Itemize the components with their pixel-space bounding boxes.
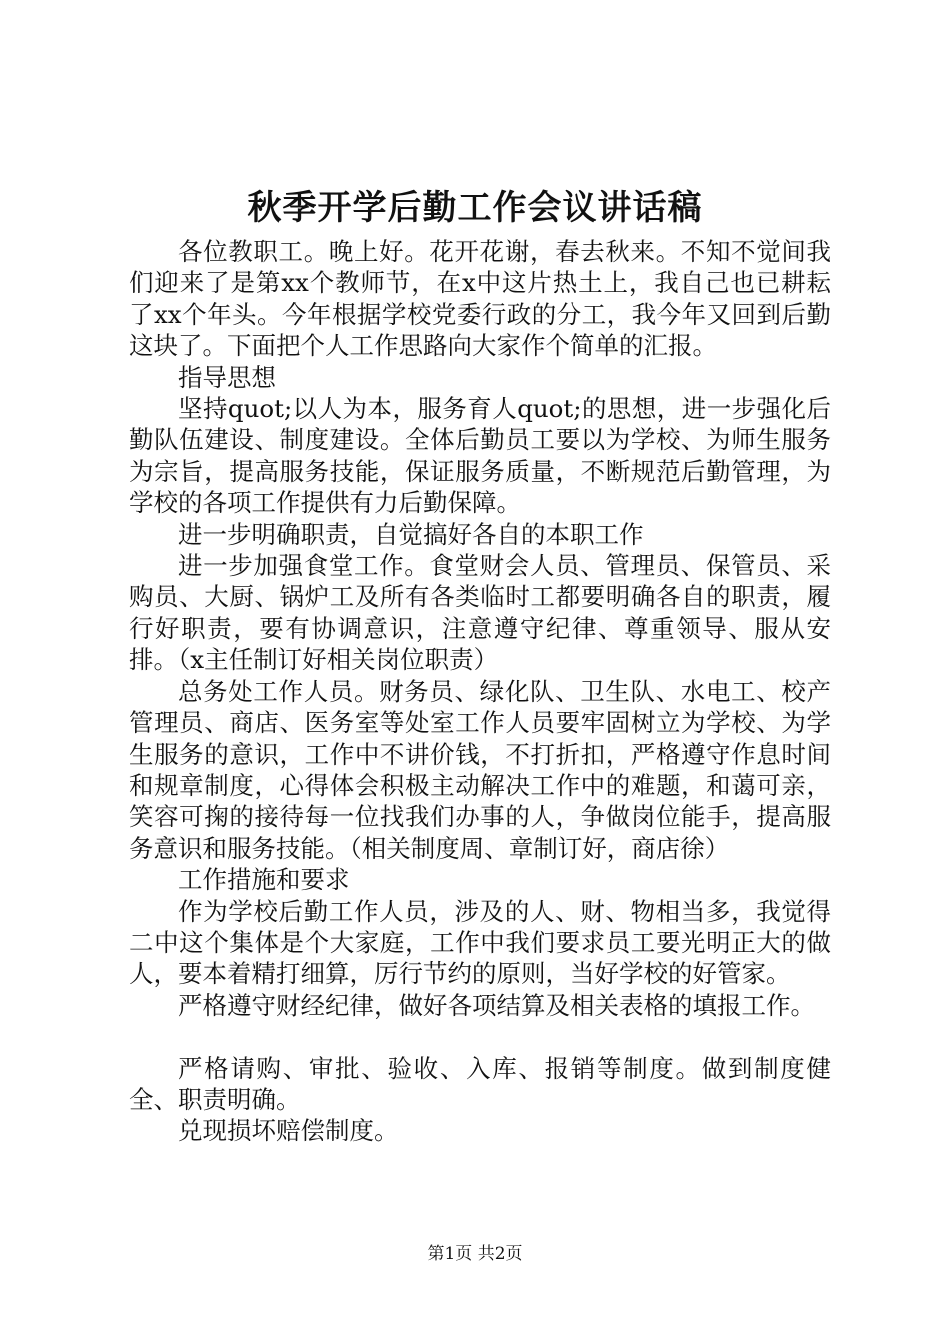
paragraph-procurement: 严格请购、审批、验收、入库、报销等制度。做到制度健全、职责明确。 [129, 1053, 831, 1114]
heading-guiding-thought: 指导思想 [178, 362, 276, 392]
paragraph-greeting: 各位教职工。晚上好。花开花谢，春去秋来。不知不觉间我们迎来了是第xx个教师节，在x中这片热土上，我自己也已耕耘了xx个年头。今年根据学校党委行政的分工，我今年又回到后勤这块了。下面把个人工作思路向大家作个简单的汇报。 [129, 237, 831, 361]
paragraph-finance-discipline: 严格遵守财经纪律，做好各项结算及相关表格的填报工作。 [178, 990, 815, 1020]
heading-clarify-duties: 进一步明确职责，自觉搞好各自的本职工作 [178, 519, 644, 549]
paragraph-compensation: 兑现损坏赔偿制度。 [178, 1116, 399, 1146]
document-body [129, 236, 831, 1147]
paragraph-measures: 作为学校后勤工作人员，涉及的人、财、物相当多，我觉得二中这个集体是个大家庭，工作中我们要求员工要光明正大的做人，要本着精打细算，厉行节约的原则，当好学校的好管家。 [129, 896, 831, 989]
heading-measures: 工作措施和要求 [178, 865, 350, 895]
paragraph-guiding-thought: 坚持quot;以人为本，服务育人quot;的思想，进一步强化后勤队伍建设、制度建设。全体后勤员工要以为学校、为师生服务为宗旨，提高服务技能，保证服务质量，不断规范后勤管理，为学校的各项工作提供有力后勤保障。 [129, 394, 831, 518]
document-title: 秋季开学后勤工作会议讲话稿 [247, 188, 703, 228]
paragraph-general-affairs: 总务处工作人员。财务员、绿化队、卫生队、水电工、校产管理员、商店、医务室等处室工作人员要牢固树立为学校、为学生服务的意识，工作中不讲价钱，不打折扣，严格遵守作息时间和规章制度，心得体会积极主动解决工作中的难题，和蔼可亲，笑容可掬的接待每一位找我们办事的人，争做岗位能手，提高服务意识和服务技能。（相关制度周、章制订好，商店徐） [129, 676, 831, 863]
paragraph-canteen: 进一步加强食堂工作。食堂财会人员、管理员、保管员、采购员、大厨、锅炉工及所有各类临时工都要明确各自的职责，履行好职责，要有协调意识，注意遵守纪律、尊重领导、服从安排。（x主任制订好相关岗位职责） [129, 551, 831, 675]
page-indicator: 第1页 共2页 [427, 1244, 523, 1264]
